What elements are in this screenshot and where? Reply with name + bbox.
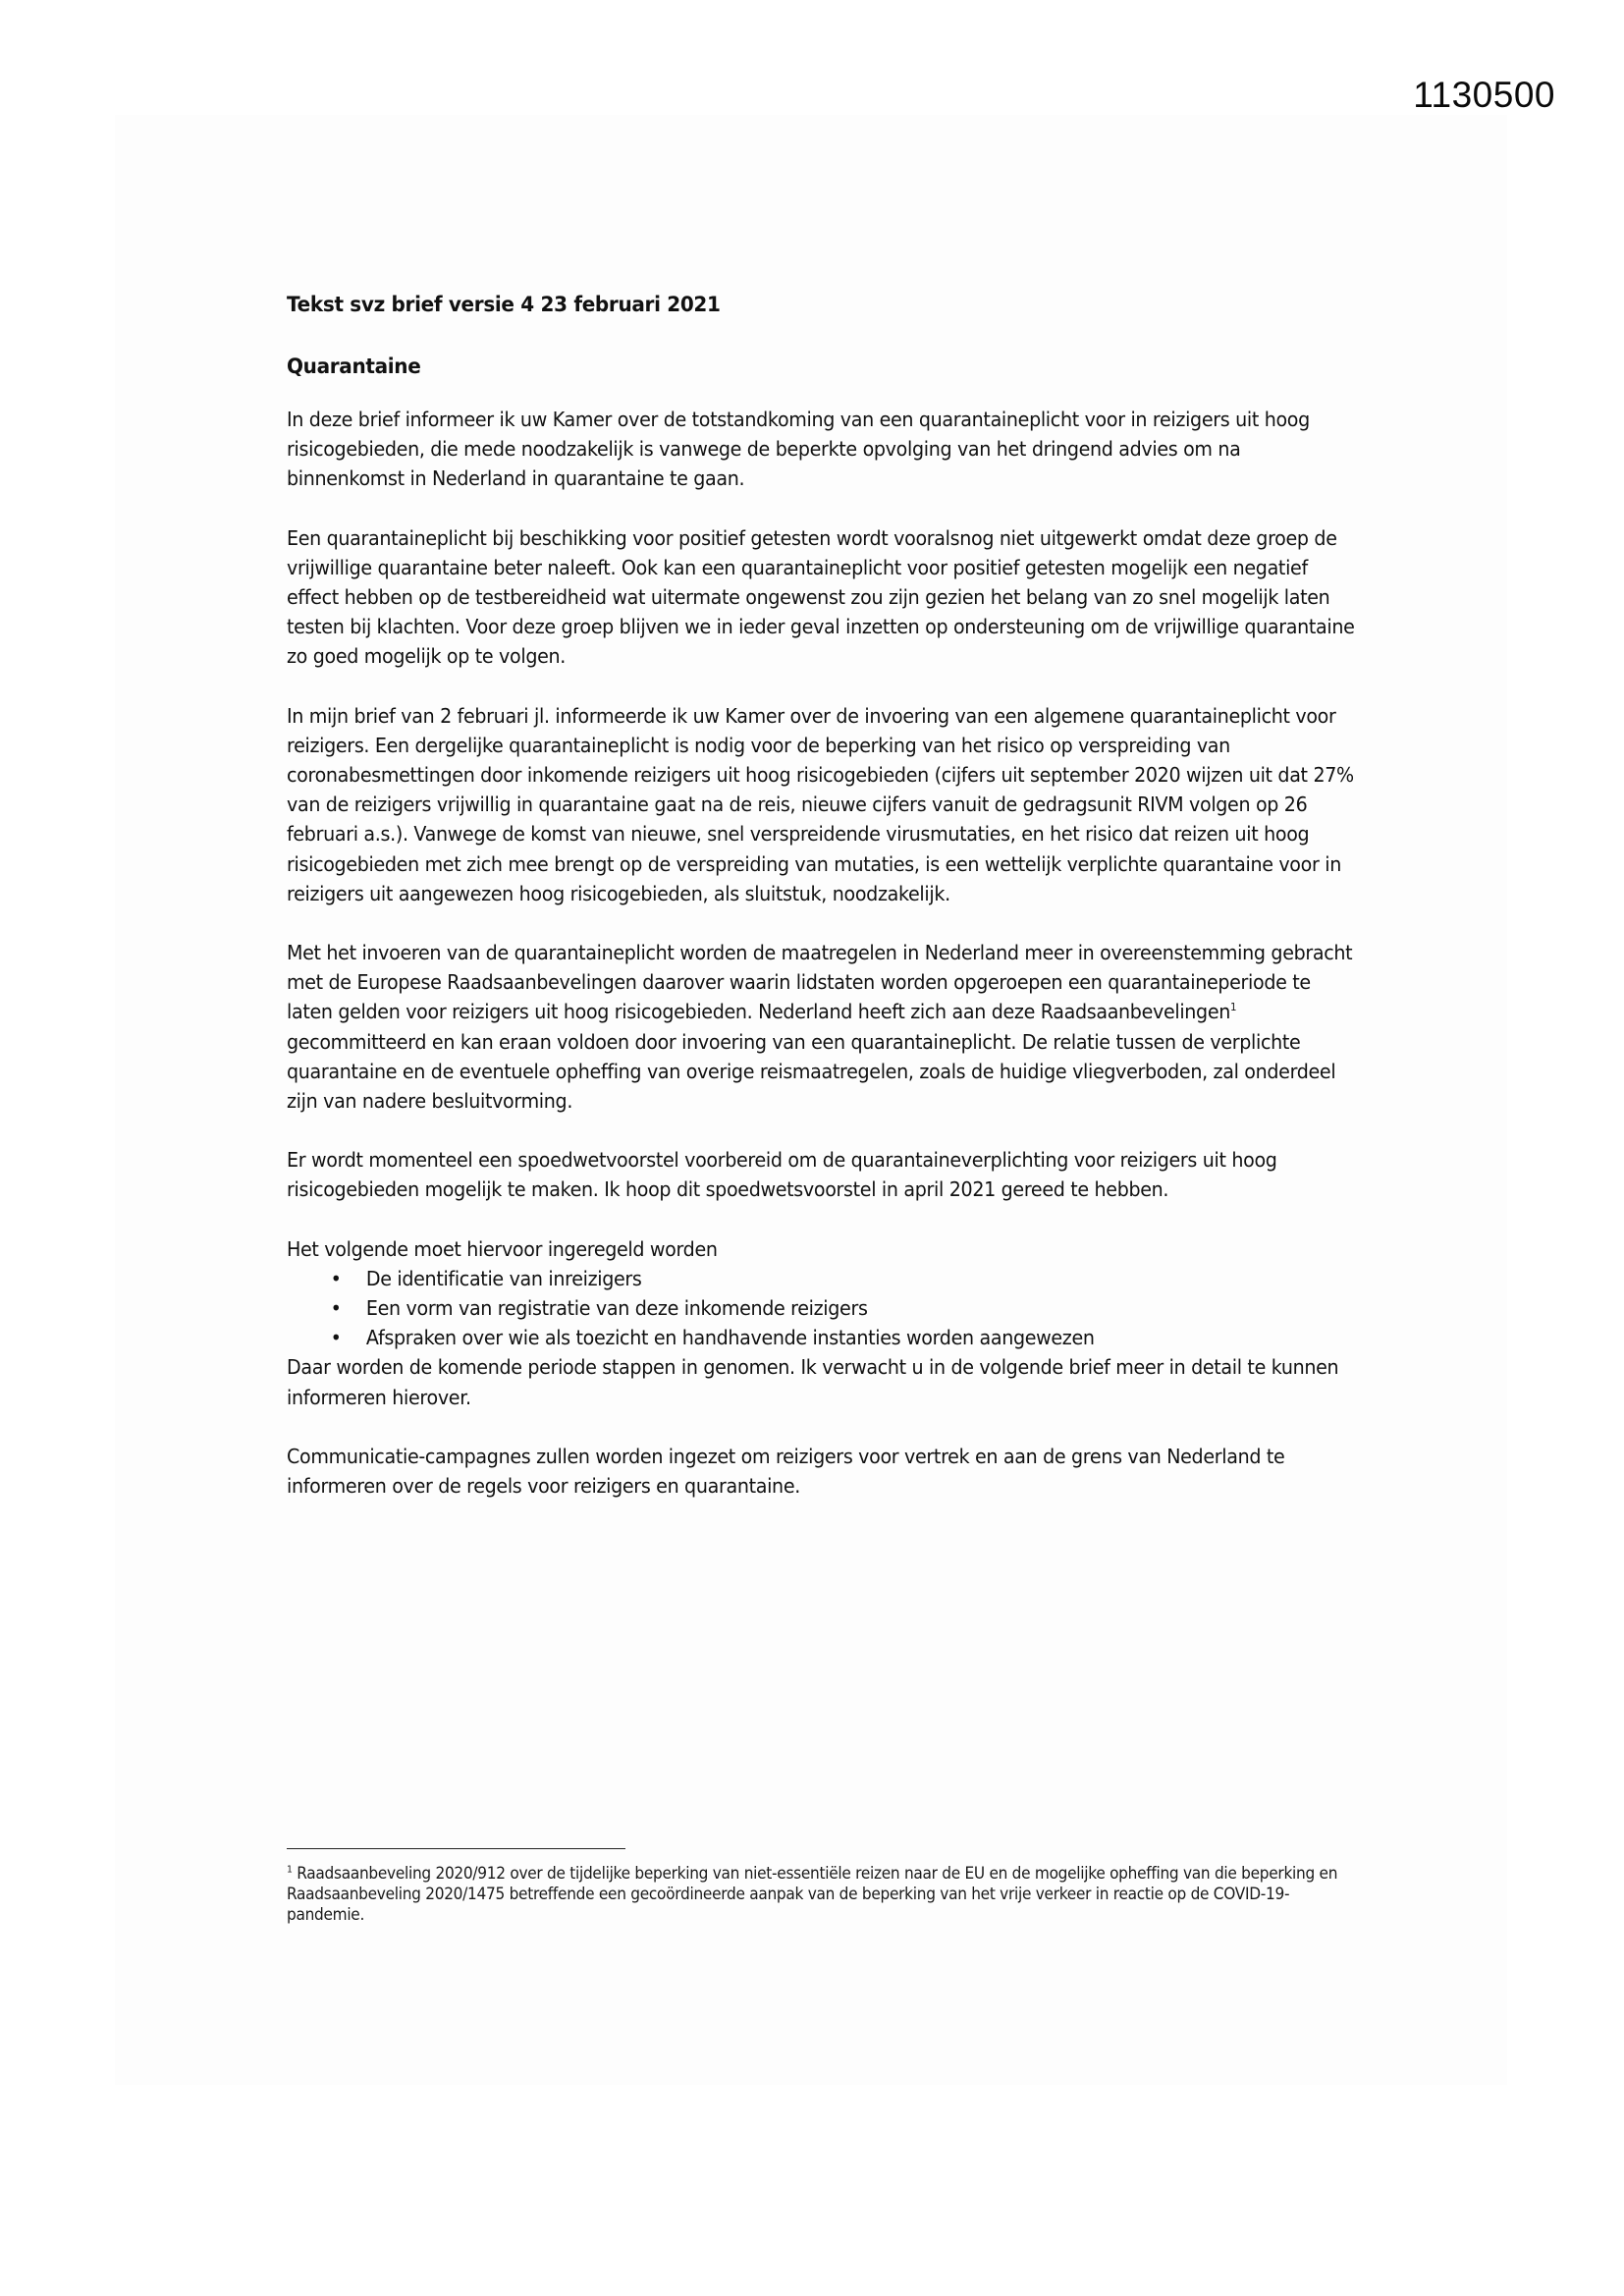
list-item	[331, 1323, 1357, 1352]
paragraph-emergency-bill: Er wordt momenteel een spoedwetvoorstel voorbereid om de quarantaineverplichting voor reizigers uit hoog risicogebieden mogelijk te maken. Ik hoop dit spoedwetsvoorstel in april 2021 gereed te hebben.	[287, 1148, 1277, 1202]
document-title: Tekst svz brief versie 4 23 februari 2021	[287, 293, 721, 317]
paragraph-eu-recommendations	[287, 938, 1357, 1116]
paragraph-communication: Communicatie-campagnes zullen worden ingezet om reizigers voor vertrek en aan de grens van Nederland te informeren over de regels voor reizigers en quarantaine.	[287, 1444, 1285, 1499]
list-intro: Het volgende moet hiervoor ingeregeld worden	[287, 1236, 718, 1261]
footnote-text: Raadsaanbeveling 2020/912 over de tijdelijke beperking van niet-essentiële reizen naar de EU en de mogelijke opheffing van die beperking en Raadsaanbeveling 2020/1475 betreffende een gecoördineerde aanpak van de beperking van het vrije verkeer in reactie op de COVID-19-pandemie.	[287, 1864, 1338, 1924]
list-item-text: Afspraken over wie als toezicht en handhavende instanties worden aangewezen	[365, 1326, 1095, 1350]
requirements-list	[287, 1264, 1357, 1353]
list-item-text: De identificatie van inreizigers	[365, 1266, 642, 1290]
document-number: 1130500	[1413, 75, 1555, 115]
list-item	[331, 1264, 1357, 1293]
paragraph-general-quarantine: In mijn brief van 2 februari jl. informeerde ik uw Kamer over de invoering van een algemene quarantaineplicht voor reizigers. Een dergelijke quarantaineplicht is nodig voor de beperking van het risico op verspreiding van coronabesmettingen door inkomende reizigers uit hoog risicogebieden (cijfers uit september 2020 wijzen uit dat 27% van de reizigers vrijwillig in quarantaine gaat na de reis, nieuwe cijfers vanuit de gedragsunit RIVM volgen op 26 februari a.s.). Vanwege de komst van nieuwe, snel verspreidende virusmutaties, en het risico dat reizen uit hoog risicogebieden met zich mee brengt op de verspreiding van mutaties, is een wettelijk verplichte quarantaine voor in reizigers uit aangewezen hoog risicogebieden, als sluitstuk, noodzakelijk.	[287, 703, 1354, 905]
paragraph-text: Met het invoeren van de quarantaineplicht worden de maatregelen in Nederland meer in overeenstemming gebracht met de Europese Raadsaanbevelingen daarover waarin lidstaten worden opgeroepen een quarantaineperiode te laten gelden voor reizigers uit hoog risicogebieden. Nederland heeft zich aan deze Raadsaanbevelingen	[287, 941, 1353, 1024]
paragraph-positive-tested: Een quarantaineplicht bij beschikking voor positief getesten wordt vooralsnog niet uitgewerkt omdat deze groep de vrijwillige quarantaine beter naleeft. Ook kan een quarantaineplicht voor positief getesten mogelijk een negatief effect hebben op de testbereidheid wat uitermate ongewenst zou zijn gezien het belang van zo snel mogelijk laten testen bij klachten. Voor deze groep blijven we in ieder geval inzetten op ondersteuning om de vrijwillige quarantaine zo goed mogelijk op te volgen.	[287, 525, 1355, 669]
list-outro: Daar worden de komende periode stappen in genomen. Ik verwacht u in de volgende brief meer in detail te kunnen informeren hierover.	[287, 1355, 1339, 1409]
footnote-reference[interactable]: 1	[1229, 1001, 1237, 1014]
list-item-text: Een vorm van registratie van deze inkomende reizigers	[365, 1296, 868, 1321]
section-heading: Quarantaine	[287, 355, 421, 379]
paragraph-intro: In deze brief informeer ik uw Kamer over de totstandkoming van een quarantaineplicht voor in reizigers uit hoog risicogebieden, die mede noodzakelijk is vanwege de beperkte opvolging van het dringend advies om na binnenkomst in Nederland in quarantaine te gaan.	[287, 408, 1310, 491]
footnote	[287, 1863, 1357, 1925]
paragraph-text: gecommitteerd en kan eraan voldoen door invoering van een quarantaineplicht. De relatie tussen de verplichte quarantaine en de eventuele opheffing van overige reismaatregelen, zoals de huidige vliegverboden, zal onderdeel zijn van nadere besluitvorming.	[287, 1029, 1336, 1114]
bullet-icon: •	[330, 1266, 342, 1290]
letter-body	[287, 291, 1357, 1530]
footnote-number: 1	[287, 1864, 293, 1876]
list-item	[331, 1293, 1357, 1323]
bullet-icon: •	[330, 1326, 342, 1350]
footnote-separator	[287, 1848, 625, 1849]
bullet-icon: •	[330, 1296, 342, 1321]
